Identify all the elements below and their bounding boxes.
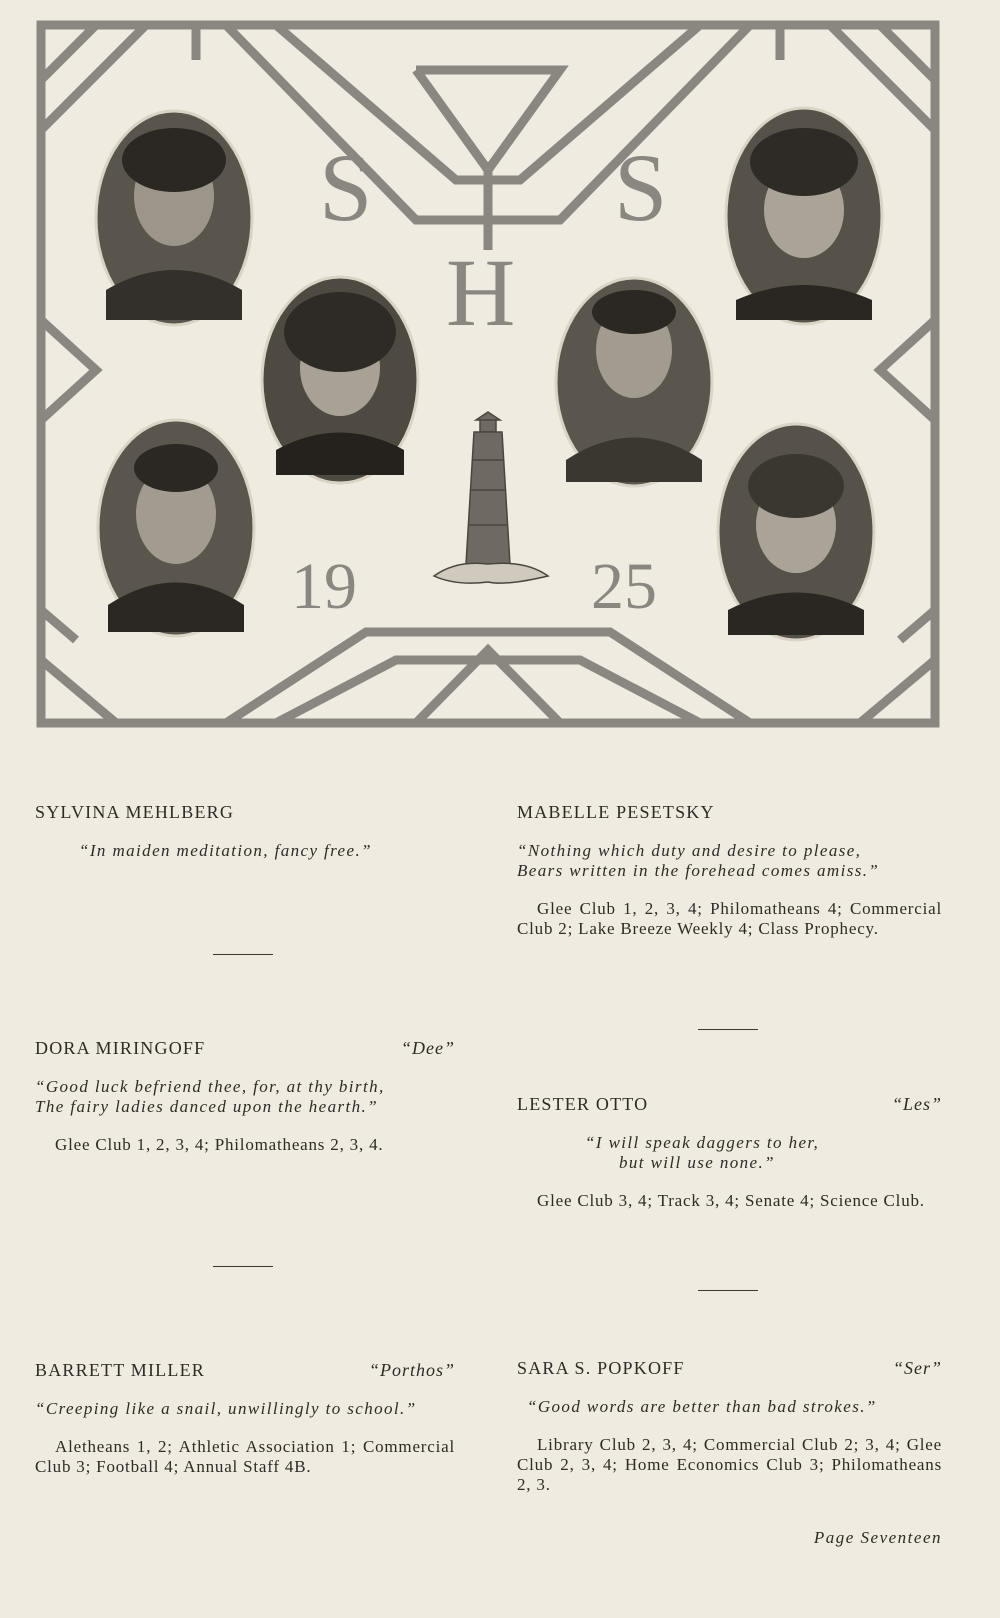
page-number: Page Seventeen: [813, 1528, 942, 1547]
letter-s-left: S: [319, 134, 373, 241]
entry-sylvina-mehlberg: [35, 802, 455, 861]
student-quote: “Good words are better than bad strokes.”: [527, 1397, 877, 1416]
divider: [213, 1266, 273, 1267]
student-activities: Aletheans 1, 2; Athletic Association 1; Commercial Club 3; Football 4; Annual Staff 4B.: [35, 1437, 455, 1476]
letter-h: H: [446, 239, 516, 346]
student-nickname: “Dee”: [401, 1038, 455, 1058]
year-left: 19: [291, 550, 357, 623]
student-nickname: “Ser”: [892, 1358, 942, 1378]
letter-s-right: S: [614, 134, 668, 241]
entry-mabelle-pesetsky: [517, 802, 942, 939]
portrait-1: [96, 111, 252, 325]
student-nickname: “Les”: [891, 1094, 942, 1114]
student-activities: Library Club 2, 3, 4; Commercial Club 2; 3, 4; Glee Club 2, 3, 4; Home Economics Club 3; Philomatheans 2, 3.: [517, 1435, 942, 1494]
student-quote: “In maiden meditation, fancy free.”: [79, 841, 372, 860]
divider: [698, 1290, 758, 1291]
quote-line: “Good luck befriend thee, for, at thy birth,: [35, 1077, 385, 1096]
portrait-3: [556, 278, 712, 486]
student-activities: Glee Club 1, 2, 3, 4; Philomatheans 4; Commercial Club 2; Lake Breeze Weekly 4; Class Prophecy.: [517, 899, 942, 938]
year-right: 25: [591, 550, 657, 623]
quote-line: Bears written in the forehead comes amiss.”: [517, 861, 880, 880]
student-name: SARA S. POPKOFF: [517, 1358, 685, 1378]
student-nickname: “Porthos”: [368, 1360, 455, 1380]
divider: [698, 1029, 758, 1030]
student-name: LESTER OTTO: [517, 1094, 649, 1114]
entry-sara-popkoff: [517, 1358, 942, 1495]
entry-dora-miringoff: [35, 1038, 455, 1155]
banner-frame: [36, 20, 940, 728]
student-name: MABELLE PESETSKY: [517, 802, 715, 822]
entry-lester-otto: [517, 1094, 942, 1211]
portrait-5: [98, 420, 254, 636]
divider: [213, 954, 273, 955]
quote-line: The fairy ladies danced upon the hearth.”: [35, 1097, 379, 1116]
student-name: DORA MIRINGOFF: [35, 1038, 206, 1058]
portrait-6: [718, 424, 874, 640]
student-name: SYLVINA MEHLBERG: [35, 802, 235, 822]
quote-line: “I will speak daggers to her,: [585, 1133, 820, 1152]
student-quote: [517, 841, 942, 881]
student-quote: “Creeping like a snail, unwillingly to school.”: [35, 1399, 417, 1418]
entry-barrett-miller: [35, 1360, 455, 1477]
portrait-2: [262, 277, 418, 483]
student-quote: [517, 1133, 942, 1173]
student-activities: Glee Club 3, 4; Track 3, 4; Senate 4; Science Club.: [537, 1191, 925, 1210]
student-quote: [35, 1077, 455, 1117]
student-activities: Glee Club 1, 2, 3, 4; Philomatheans 2, 3, 4.: [55, 1135, 384, 1154]
quote-line: but will use none.”: [619, 1153, 775, 1172]
yearbook-banner: [36, 20, 940, 728]
portrait-4: [726, 108, 882, 324]
student-name: BARRETT MILLER: [35, 1360, 205, 1380]
quote-line: “Nothing which duty and desire to please,: [517, 841, 862, 860]
